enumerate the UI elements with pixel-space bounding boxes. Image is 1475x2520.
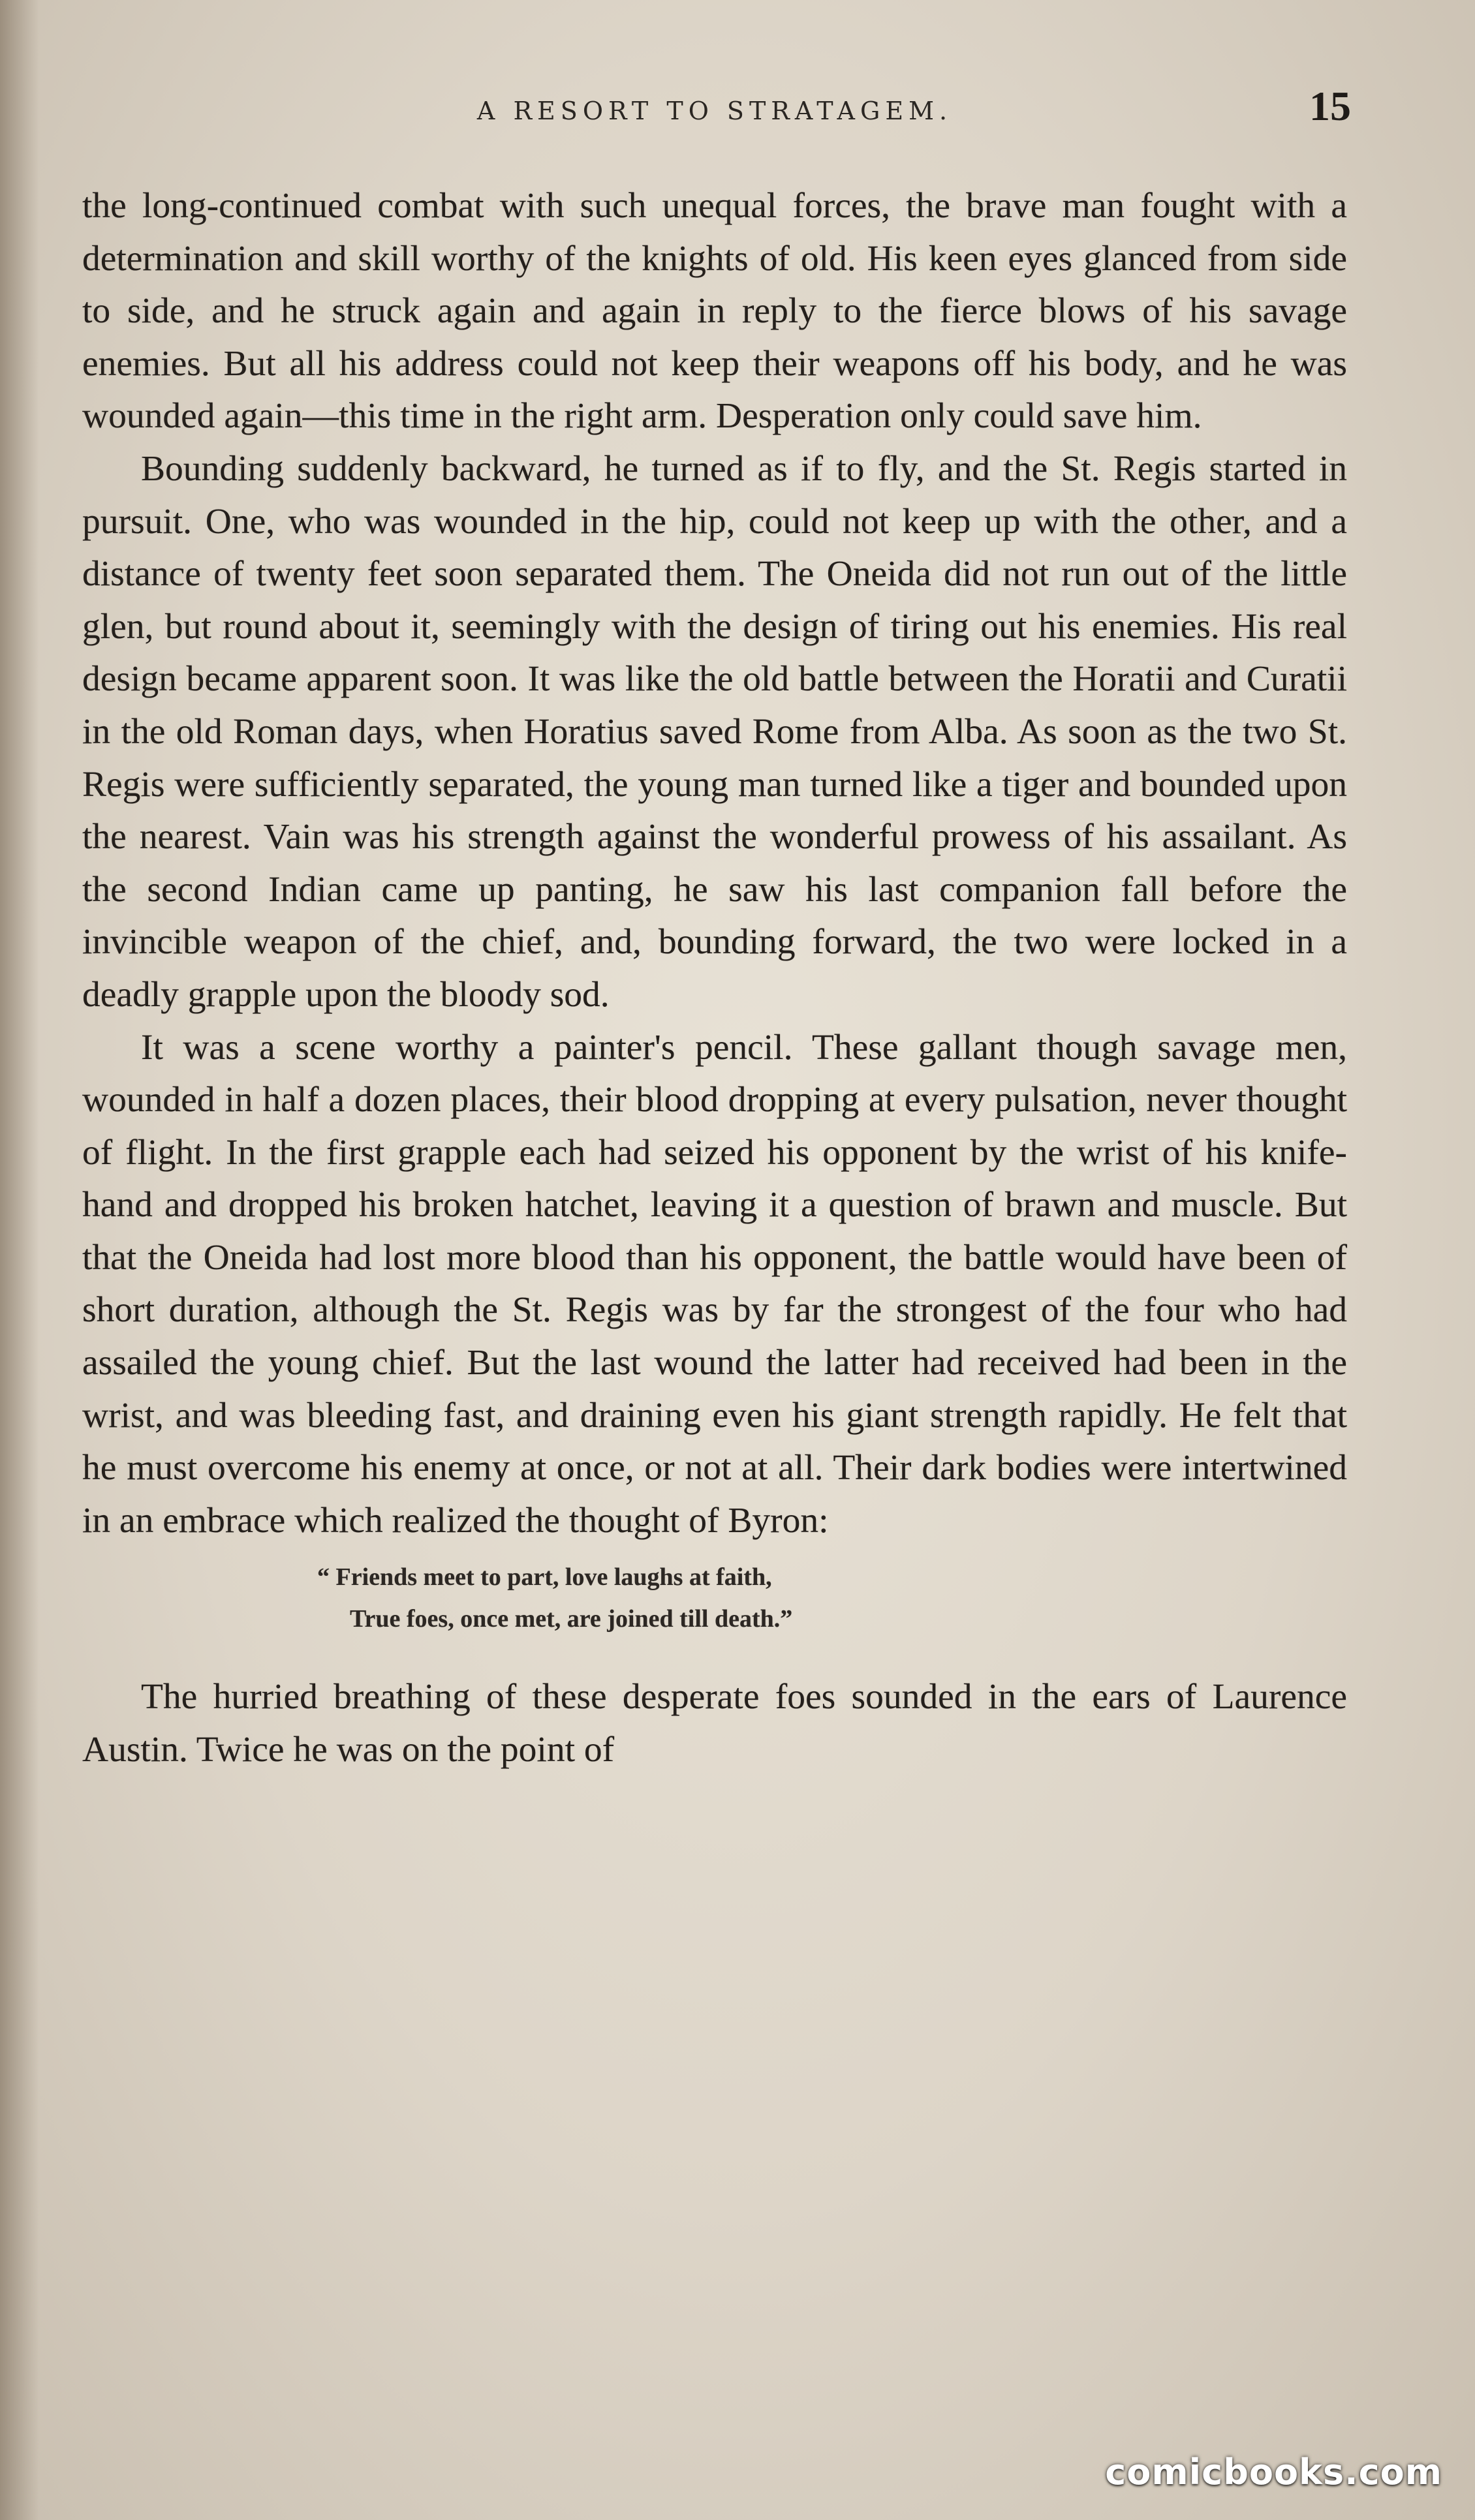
page-header xyxy=(78,77,1351,136)
page-edge-shadow xyxy=(0,0,39,2520)
paragraph-continued: the long-continued combat with such unequal forces, the brave man fought with a determination and skill worthy of the knights of old. His keen eyes glanced from side to side, and he struck again and again in reply to the fierce blows of his savage enemies. But all his address could not keep their weapons off his body, and he was wounded again—this time in the right arm. Desperation only could save him. xyxy=(82,186,1347,437)
page-number: 15 xyxy=(1309,83,1351,129)
verse-line: “ Friends meet to part, love laughs at faith, xyxy=(317,1563,772,1591)
paragraph: The hurried breathing of these desperate foes sounded in the ears of Laurence Austin. Twice he was on the point of xyxy=(82,1677,1347,1770)
verse-line: True foes, once met, are joined till death.” xyxy=(350,1605,793,1633)
verse-quotation xyxy=(82,1556,1347,1640)
watermark-logo: comicbooks.com xyxy=(1105,2451,1442,2493)
paragraph: Bounding suddenly backward, he turned as if to fly, and the St. Regis started in pursuit. One, who was wounded in the hip, could not keep up with the other, and a distance of twenty feet soon separated them. The Oneida did not run out of the little glen, but round about it, seemingly with the design of tiring out his enemies. His real design became apparent soon. It was like the old battle between the Horatii and Curatii in the old Roman days, when Horatius saved Rome from Alba. As soon as the two St. Regis were sufficiently separated, the young man turned like a tiger and bounded upon the nearest. Vain was his strength against the wonderful prowess of his assailant. As the second Indian came up panting, he saw his last companion fall before the invincible weapon of the chief, and, bounding forward, the two were locked in a deadly grapple upon the bloody sod. xyxy=(82,448,1347,1015)
paragraph: It was a scene worthy a painter's pencil. These gallant though savage men, wounded in half a dozen places, their blood dropping at every pulsation, never thought of flight. In the first grapple each had seized his opponent by the wrist of his knife-hand and dropped his broken hatchet, leaving it a question of brawn and muscle. But that the Oneida had lost more blood than his opponent, the battle would have been of short duration, although the St. Regis was by far the strongest of the four who had assailed the young chief. But the last wound the latter had received had been in the wrist, and was bleeding fast, and draining even his giant strength rapidly. He felt that he must overcome his enemy at once, or not at all. Their dark bodies were intertwined in an embrace which realized the thought of Byron: xyxy=(82,1027,1347,1541)
running-head: A RESORT TO STRATAGEM. xyxy=(476,97,953,125)
body-text xyxy=(82,180,1347,1777)
